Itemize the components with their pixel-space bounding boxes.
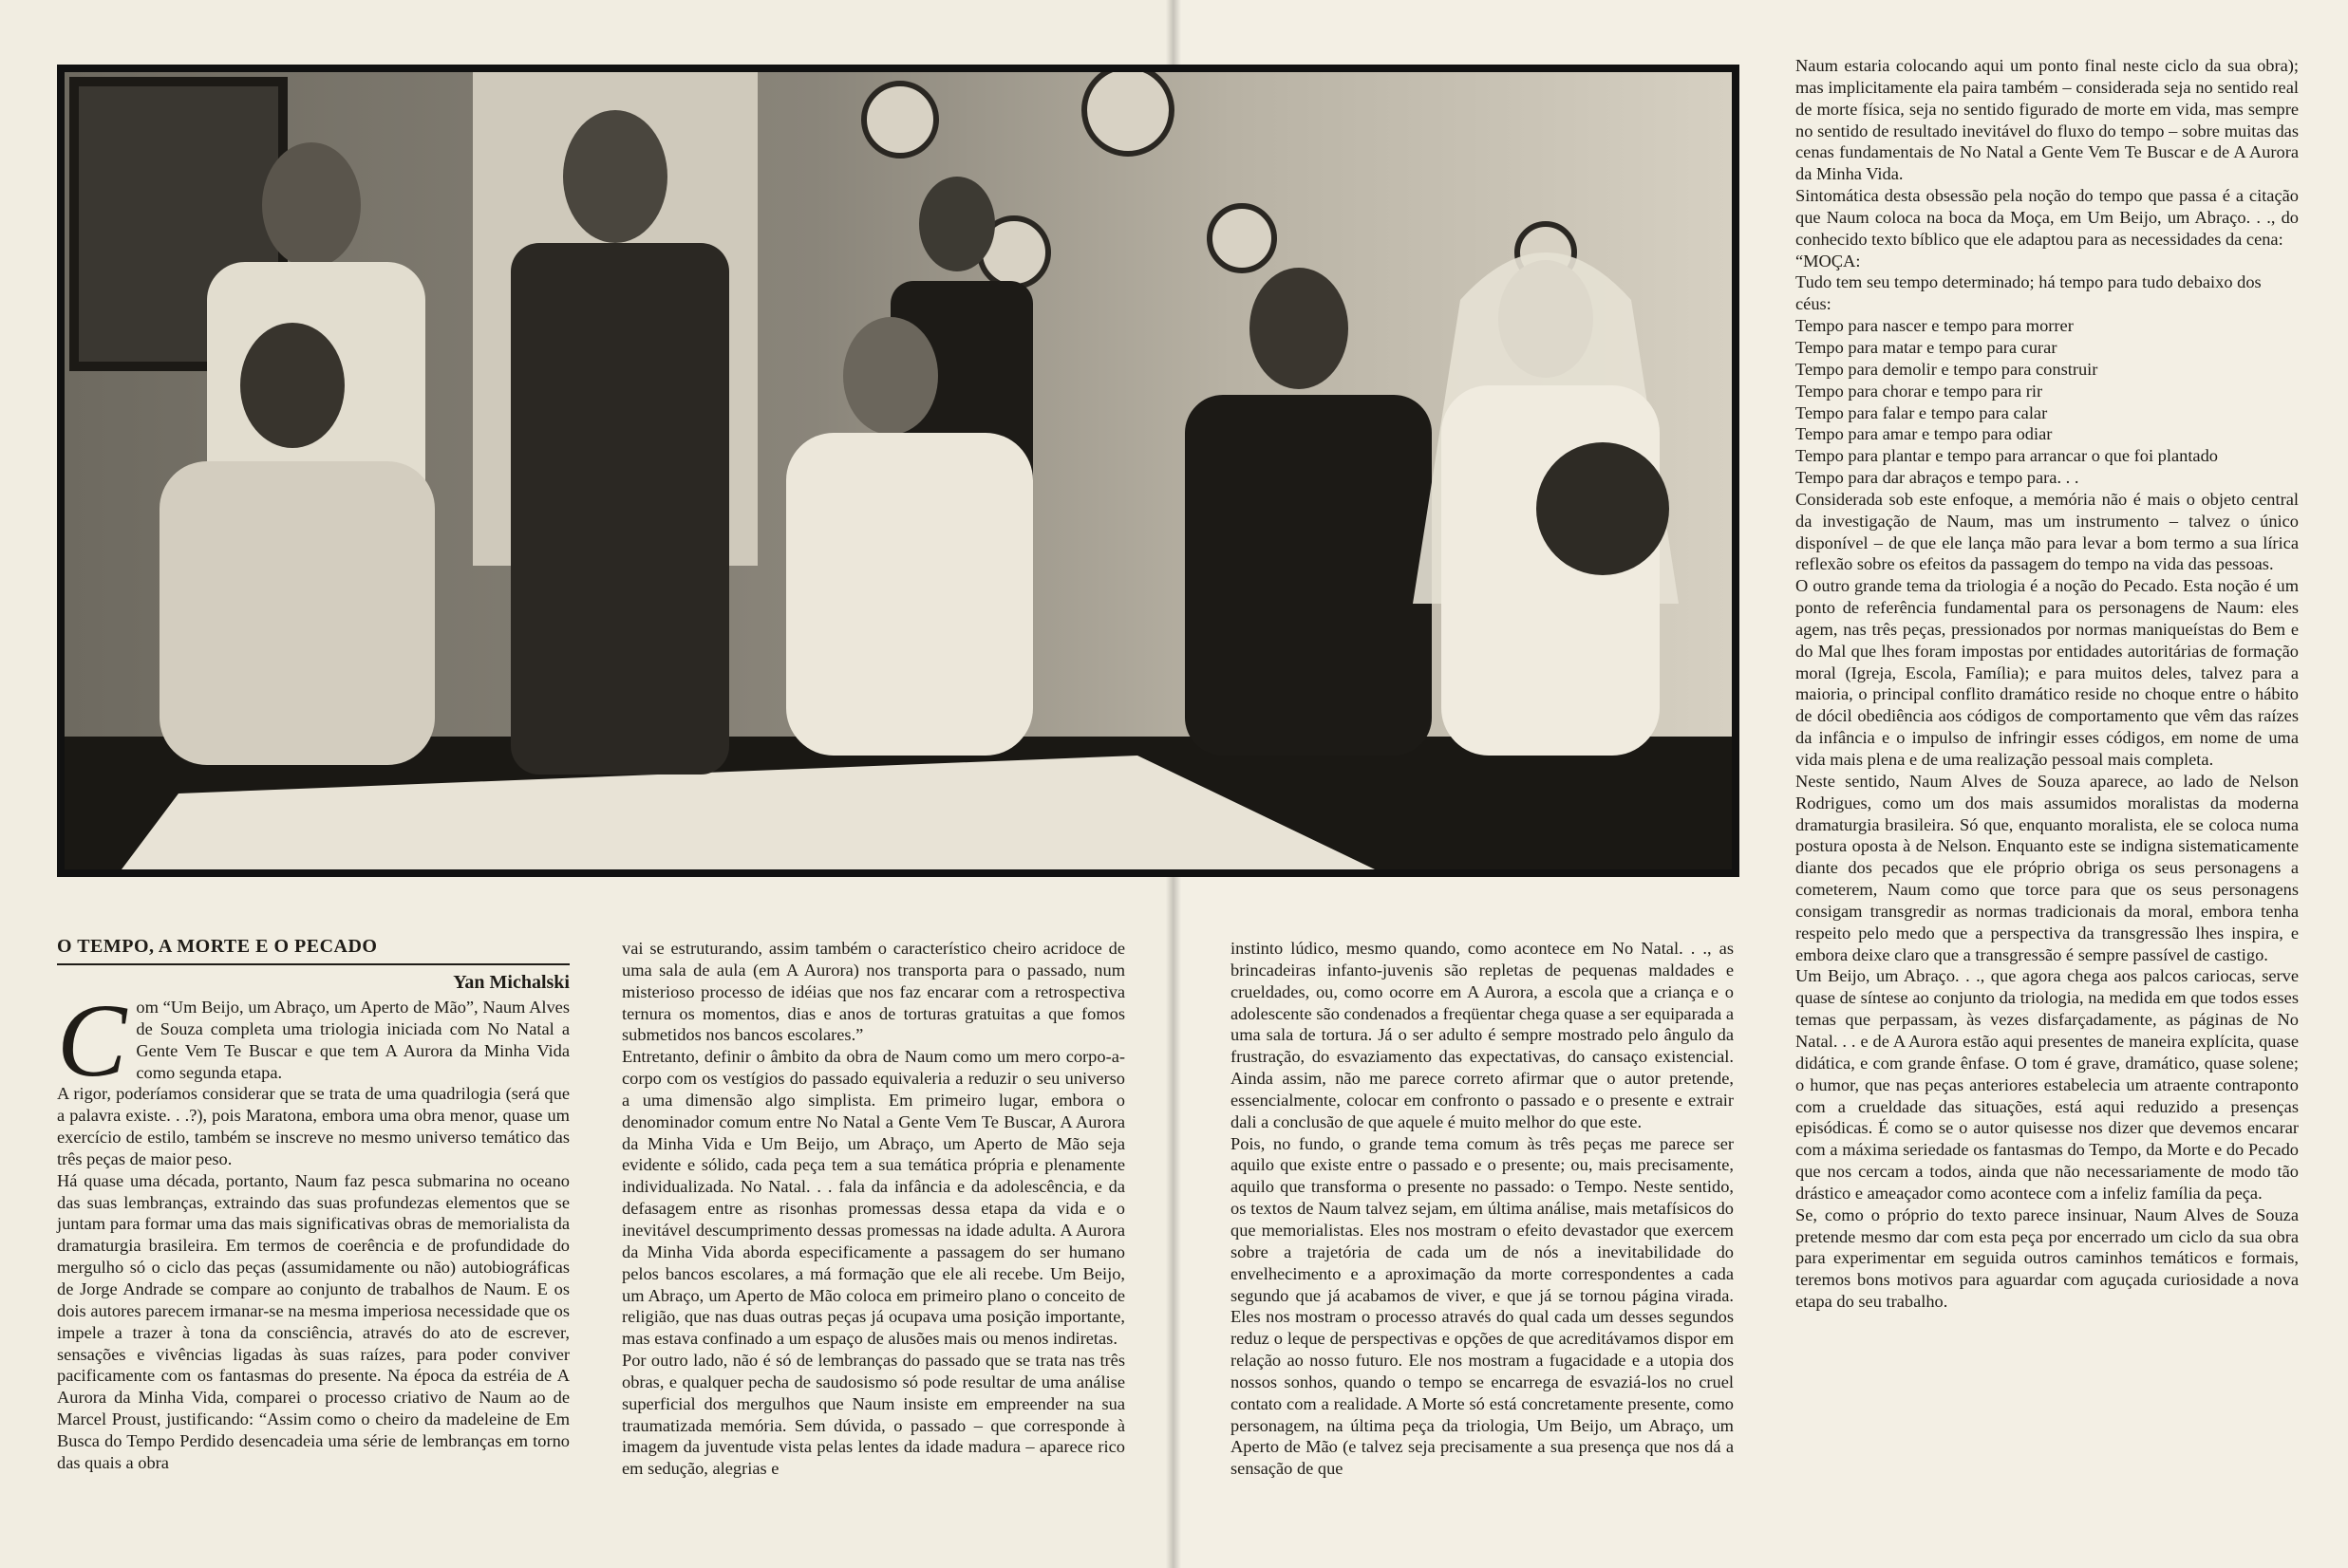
paragraph: Se, como o próprio do texto parece insinuar, Naum Alves de Souza pretende mesmo dar com esta peça por encerrado um ciclo da sua obra para experimentar em seguida outros caminhos temáticos e formais, teremos bons motivos para aguardar com aguçada curiosidade a nova etapa do seu trabalho. <box>1795 1204 2299 1312</box>
article-headline: O TEMPO, A MORTE E O PECADO <box>57 936 570 965</box>
verse-line: Tempo para chorar e tempo para rir <box>1795 381 2043 401</box>
paragraph: Entretanto, definir o âmbito da obra de Naum como um mero corpo-a-corpo com os vestígios do passado equivaleria a reduzir o seu universo a uma dimensão algo simplista. Em primeiro lugar, embora o denominador comum entre No Natal a Gente Vem Te Buscar, A Aurora da Minha Vida e Um Beijo, um Abraço, um Aperto de Mão seja evidente e sólido, cada peça tem a sua temática própria e plenamente individualizada. No Natal. . . fala da infância e da adolescência, e da defasagem entre as risonhas promessas dessa etapa da vida e o inevitável descumprimento dessas promessas na idade adulta. A Aurora da Minha Vida aborda especificamente a passagem do ser humano pelos bancos escolares, a má formação que ele ali recebe. Um Beijo, um Abraço, um Aperto de Mão coloca em primeiro plano o conceito de religião, que nas duas outras peças já ocupava uma posição importante, mas estava confinado a um espaço de alusões mais ou menos indiretas. <box>622 1047 1125 1349</box>
verse-line: Tempo para falar e tempo para calar <box>1795 402 2048 422</box>
text-column-4 <box>1795 55 2299 1313</box>
cast-photograph <box>57 65 1739 877</box>
verse-line: “MOÇA: <box>1795 251 1861 271</box>
paragraph: A rigor, poderíamos considerar que se trata de uma quadrilogia (será que a palavra existe. . .?), pois Maratona, embora uma obra menor, quase um exercício de estilo, também se inscreve no mesmo universo temático das três peças de maior peso. <box>57 1084 570 1168</box>
paragraph: Por outro lado, não é só de lembranças do passado que se trata nas três obras, e qualquer pecha de saudosismo só pode resultar de uma análise superficial dos mergulhos que Naum insiste em empreender na sua traumatizada memória. Sem dúvida, o passado – que corresponde à imagem da juventude vista pelas lentes da idade madura – aparece rico em sedução, alegrias e <box>622 1351 1125 1479</box>
verse-line: Tempo para amar e tempo para odiar <box>1795 424 2053 444</box>
verse-line: Tempo para nascer e tempo para morrer <box>1795 316 2074 336</box>
paragraph: Há quase uma década, portanto, Naum faz pesca submarina no oceano das suas lembranças, extraindo das suas profundezas elementos que se juntam para formar uma das mais significativas obras de memorialista da dramaturgia brasileira. Em termos de coerência e de profundidade do mergulho só o ciclo das peças (assumidamente ou não) autobiográficas de Jorge Andrade se compare ao conjunto de trabalhos de Naum. E os dois autores parecem irmanar-se na mesma imperiosa necessidade que os impele a trazer à tona da consciência, através do ato de escrever, sensações e vivências ligadas às suas raízes, para poder conviver pacificamente com os fantasmas do presente. Na época da estréia de A Aurora da Minha Vida, comparei o processo criativo de Naum ao de Marcel Proust, justificando: “Assim como o cheiro da madeleine de Em Busca do Tempo Perdido desencadeia uma série de lembranças em torno das quais a obra <box>57 1170 570 1472</box>
paragraph: instinto lúdico, mesmo quando, como acontece em No Natal. . ., as brincadeiras infanto-juvenis são repletas de pequenas maldades e crueldades, ou, como ocorre em A Aurora, a escola que a criança e o adolescente são condenados a freqüentar chega quase a ser equiparada a uma sala de tortura. Já o ser adulto é sempre mostrado pelo ângulo da frustração, do esvaziamento das expectativas, do cansaço existencial. Ainda assim, não me parece correto afirmar que o autor pretende, essencialmente, colocar em confronto o passado e o presente e extrair dali a conclusão de que aquele é muito melhor do que este. <box>1230 939 1734 1131</box>
paragraph: vai se estruturando, assim também o característico cheiro acridoce de uma sala de aula (em A Aurora) nos transporta para o passado, num misterioso processo de idéias que nos faz encarar com a retrospectiva ternura os momentos, dias e anos de torturas gratuitas a que fomos submetidos nos bancos escolares.” <box>622 939 1125 1045</box>
biblical-quote <box>1795 251 2299 489</box>
paragraph: Com “Um Beijo, um Abraço, um Aperto de Mão”, Naum Alves de Souza completa uma triologia iniciada com No Natal a Gente Vem Te Buscar e que tem A Aurora da Minha Vida como segunda etapa. <box>57 982 570 1098</box>
drop-cap: C <box>57 982 127 1098</box>
text-column-3 <box>1230 938 1734 1480</box>
verse-line: Tempo para plantar e tempo para arrancar o que foi plantado <box>1795 446 2218 466</box>
article-byline: Yan Michalski <box>453 972 570 993</box>
paragraph: Pois, no fundo, o grande tema comum às três peças me parece ser aquilo que existe entre o passado e o presente; ou, mais precisamente, aquilo que transforma o presente no passado: o Tempo. Neste sentido, os textos de Naum talvez sejam, em última análise, mais metafísicos do que memorialistas. Eles nos mostram o efeito devastador que exercem sobre a trajetória de cada um de nós a inevitabilidade do envelhecimento e a aproximação da morte correspondentes a cada segundo que já acabamos de viver, e que já se tornou página virada. Eles nos mostram o processo através do qual cada um desses segundos reduz o leque de perspectivas e opções de que acreditávamos dispor em relação ao nosso futuro. Ele nos mostram a fugacidade e a utopia dos nossos sonhos, quando o tempo se encarrega de esvaziá-los no cruel contato com a realidade. A Morte só está concretamente presente, como personagem, na última peça da triologia, Um Beijo, um Abraço, um Aperto de Mão (e talvez seja precisamente a sua presença que nos dá a sensação de que <box>1230 1133 1734 1479</box>
verse-line: Tempo para dar abraços e tempo para. . . <box>1795 468 2079 488</box>
paragraph: Sintomática desta obsessão pela noção do tempo que passa é a citação que Naum coloca na boca da Moça, em Um Beijo, um Abraço. . ., do conhecido texto bíblico que ele adaptou para as necessidades da cena: <box>1795 186 2299 249</box>
verse-line: Tempo para demolir e tempo para construir <box>1795 359 2098 379</box>
paragraph: Naum estaria colocando aqui um ponto final neste ciclo da sua obra); mas implicitamente ela paira também – considerada seja no sentido real de morte física, seja no sentido figurado de morte em vida, mas sempre no sentido de resultado inevitável do fluxo do tempo – sobre muitas das cenas fundamentais de No Natal a Gente Vem Te Buscar e de A Aurora da Minha Vida. <box>1795 56 2299 184</box>
paragraph: Considerada sob este enfoque, a memória não é mais o objeto central da investigação de Naum, mas um instrumento – talvez o único disponível – de que ele lança mão para levar a bom termo a sua lírica reflexão sobre os efeitos da passagem do tempo na vida das pessoas. <box>1795 489 2299 574</box>
paragraph: Um Beijo, um Abraço. . ., que agora chega aos palcos cariocas, serve quase de síntese ao conjunto da triologia, na medida em que todos esses temas que perpassam, às vezes disfarçadamente, as páginas de No Natal. . . e de A Aurora estão aqui presentes de maneira explícita, quase didática, e com grande ênfase. O tom é grave, dramático, quase solene; o humor, que nas peças anteriores estabelecia um atraente contraponto com a crueldade das situações, está aqui reduzido a presenças episódicas. É como se o autor quisesse nos dizer que devemos encarar com a máxima seriedade os fantasmas do Tempo, da Morte e do Pecado que nos cercam a todos, ainda que não necessariamente de modo tão drástico e ameaçador como acontece com a infeliz família da peça. <box>1795 966 2299 1203</box>
paragraph: Neste sentido, Naum Alves de Souza aparece, ao lado de Nelson Rodrigues, como um dos mais assumidos moralistas da moderna dramaturgia brasileira. Só que, enquanto moralista, ele se coloca numa postura oposta à de Nelson. Enquanto este se indigna sistematicamente diante dos pecados que ele próprio obriga os seus personagens a cometerem, Naum como que torce para que os seus personagens consigam transgredir as normas tradicionais da moral, embora tenha respeito pelo medo que a perspectiva da transgressão lhes inspira, e embora deixe claro que a transgressão é sempre passível de castigo. <box>1795 771 2299 964</box>
text-column-2 <box>622 938 1125 1480</box>
verse-line: Tempo para matar e tempo para curar <box>1795 337 2057 357</box>
paragraph: O outro grande tema da triologia é a noção do Pecado. Esta noção é um ponto de referência fundamental para os personagens de Naum: eles agem, nas três peças, pressionados por normas maniqueístas do Bem e do Mal que lhes foram impostas por entidades autoritárias de formação moral (Igreja, Escola, Família); e para muitos deles, talvez para a maioria, o principal conflito dramático reside no choque entre o hábito de dócil obediência aos códigos de comportamento que vêm das raízes da infância e o impulso de infringir esses códigos, em nome de uma vida mais plena e de uma realização pessoal mais completa. <box>1795 576 2299 769</box>
verse-line: Tudo tem seu tempo determinado; há tempo para tudo debaixo dos céus: <box>1795 272 2262 314</box>
photo-placeholder <box>65 72 1732 869</box>
